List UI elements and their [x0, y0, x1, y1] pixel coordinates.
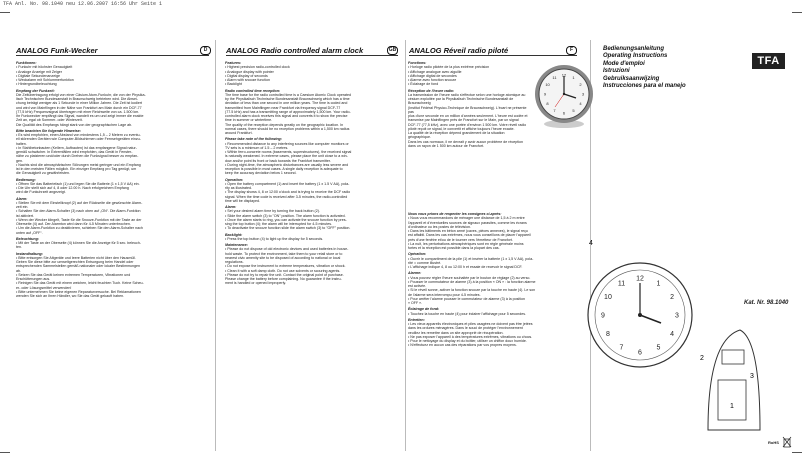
recycle-bin-icon [782, 436, 792, 448]
clock-numeral: 8 [546, 100, 549, 106]
text-line: halten. [16, 141, 27, 146]
text-line: Fonctions: [408, 61, 427, 65]
text-line: Bitte beachten Sie folgende Hinweise: [16, 128, 81, 133]
text-line: • Alarm with snooze function [225, 78, 271, 82]
crop-mark [792, 452, 802, 453]
text-line: wenden Sie sich an Ihren Händler, wo Sie das Gerät gekauft haben. [16, 294, 125, 298]
text-line: La transmission de l'heure radio s'effectue selon une horloge atomique au [408, 92, 526, 97]
text-line: gemäß schwächer. In Extremfällen wird empfohlen, das Gerät in Fenster- [16, 150, 133, 154]
title-english: ANALOG Radio controlled alarm clock [226, 46, 364, 55]
text-line: transmitted from Mainflingen near Frankfurt via frequency signal DCF-77 [225, 105, 341, 110]
clock-back-diagram [700, 320, 762, 440]
text-line: Entretien: [408, 317, 425, 322]
text-line: er- oder Lösungsmittel verwenden! [16, 285, 72, 290]
text-line: • L'affichage indique 4, 8 ou 12:00 h et essaie de recevoir le signal DCF. [408, 265, 523, 269]
clock-numeral: 3 [581, 91, 585, 97]
language-item: Operating Instructions [603, 53, 668, 60]
text-line: • Recommended distance to any interfering sources like computer monitors or [225, 141, 349, 146]
text-line: unten auf „OFF“. [16, 230, 43, 235]
text-line: • During night-time, the atmospheric disturbances are usually less severe and [225, 162, 349, 167]
clock-numeral: 7 [619, 344, 624, 352]
lang-badge-fr: F [566, 46, 577, 55]
text-line: • Mit der Taste an der Oberseite (4) können Sie die Anzeige für 5 sec. beleuch- [16, 241, 142, 245]
text-line: • Öffnen Sie das Batteriefach (1) und legen Sie die Batterie (1 x 1,5 V AA) ein. [16, 181, 140, 186]
text-line: • The display shows 4, 8 or 12:00 o'clock and is trying to receive the DCF radio [225, 190, 351, 195]
text-line: Funktionen: [16, 61, 37, 65]
language-item: Mode d'emploi [603, 60, 645, 67]
text-line: • La nuit, les perturbations atmosphériques sont en règle générale moins [408, 241, 524, 246]
clock-numeral: 12 [636, 275, 644, 283]
text-line: ist aktiviert. [16, 213, 34, 218]
text-line: ell störenden Geräten wie Computer-Bildschirmen oder Fernsehgeräten einzu- [16, 137, 141, 142]
title-rule [16, 55, 209, 56]
text-line: is naturally weakened. In extreme cases, please place the unit close to a win- [225, 154, 348, 159]
language-item: Gebruiksaanwijzing [603, 75, 660, 82]
text-line: Oberseite (4) auf. Der Alarmton wird dann für 4-5 Minuten unterbrochen. [16, 222, 131, 226]
text-line: reception is possible in most cases. A single daily reception is adequate to [225, 167, 343, 171]
text-line: Radio controlled time reception: [225, 88, 281, 93]
lang-badge-gb: GB [388, 47, 397, 53]
text-line: by the Physikalisch Technische Bundesanstalt Braunschweig which has a time [225, 97, 350, 101]
text-line: • Within ferro-concrete rooms (basements, superstructures), the received signal [225, 150, 352, 154]
text-line: est affaibli. Dans les cas extrêmes, nous vous conseillons de placer l'appareil [408, 233, 531, 238]
text-line: • Slide the alarm switch (3) to "ON" position. The alarm function is activated. [225, 213, 346, 218]
text-line: • Digital display of seconds [225, 73, 268, 78]
text-line: normal cases, there should be no reception problems within a 1,500 km radius [225, 126, 350, 131]
text-line: gen. [16, 158, 23, 163]
text-line: dans les ordures ménagères. Dans le souci de protéger l'environnement [408, 326, 523, 331]
text-line: dans un rayon de 1 500 km autour de Francfort. [408, 143, 485, 148]
text-line: • Ouvrir le compartiment de la pile (1) et insérer la batterie (1 x 1,5 V AA), pola- [408, 256, 534, 261]
text-line: lisch Technischen Bundesanstalt in Braunschweig betrieben wird. Die Abwei- [16, 97, 138, 101]
text-line: • In Stahlbetonbauten (Kellern, Aufbauten) ist das empfangene Signal natur- [16, 145, 137, 150]
text-line: piloté reçoit ce signal, le convertit et affiche toujours l'heure exacte. [408, 126, 515, 131]
text-line: • Schalten Sie den Alarm-Schalter (3) nach oben auf „ON“. Die Alarm-Funktion [16, 209, 141, 214]
text-line: entsprechenden Sammelstellen gemäß nationaler oder lokaler Bestimmungen [16, 264, 141, 269]
text-line: The time base for the radio controlled time is a Caesium Atomic Clock operated [225, 92, 352, 97]
text-line: Opération: [408, 252, 427, 257]
text-line: • Highest precision radio-controlled clock [225, 65, 290, 70]
clock-numeral: 5 [656, 344, 661, 352]
text-line: • Clean it with a soft damp cloth. Do not use solvents or scouring agents. [225, 268, 341, 273]
text-line: • Stellen Sie mit dem Einstellknopf (2) auf der Rückseite die gewünschte Alarm- [16, 200, 143, 205]
clock-numeral: 12 [561, 72, 567, 78]
text-line: « OFF ». [408, 301, 423, 305]
text-line: • Si le réveil sonne, activer la fonction snooze par la touche en haute (4). Le son [408, 288, 536, 293]
text-line: ab. [16, 268, 21, 273]
clock-numeral: 6 [638, 349, 642, 357]
language-list [603, 46, 686, 90]
text-line: Alarm: [225, 205, 237, 209]
text-line: regulations. [225, 260, 244, 264]
clock-numeral: 5 [572, 107, 575, 113]
text-line: • Pousser le commutateur de alarme (3) à la position « ON » : la fonction alarme [408, 279, 536, 284]
clock-numeral: 10 [604, 293, 612, 301]
text-line: Die Zeitübertragung erfolgt von einer Cäsium Atom-Funkuhr, die von der Physika- [16, 92, 146, 97]
text-line: • Set your desired alarm time by turning the back button (2). [225, 209, 320, 214]
text-line: • Analogue display with pointer [225, 69, 274, 74]
text-line: La qualité de la réception dépend grandement de la situation géographique. [408, 131, 505, 140]
text-line: Alarme: [408, 271, 422, 276]
clock-numeral: 6 [562, 110, 566, 116]
text-line: Bedienung: [16, 177, 36, 182]
text-line: • Please do not dispose of old electronic devices and used batteries in house- [225, 247, 349, 252]
text-line: Zeit an, egal ob Sommer- oder Winterzeit. [16, 118, 83, 123]
clock-numeral: 1 [572, 74, 575, 80]
text-line: • Do not expose the instrument to extreme temperatures, vibration or shock. [225, 264, 346, 269]
text-line: nearest civic amenity site to be disposed of according to national or local [225, 255, 341, 260]
text-line: Réception de l'heure radio: [408, 88, 455, 93]
text-line: • Setzen Sie das Gerät keinen extremen Temperaturen, Vibrationen und [16, 272, 131, 277]
crop-mark [0, 12, 10, 13]
text-line: Alarm: [16, 196, 28, 201]
language-item: Instrucciones para el manejo [603, 83, 686, 90]
clock-numeral: 4 [579, 100, 582, 106]
text-line: • Once the alarm starts to ring, you can activate the snooze function by pres- [225, 217, 347, 222]
text-line: l'appareil et d'éventuelles sources de signaux parasites, comme les écrans [408, 220, 527, 225]
title-german: ANALOG Funk-Wecker [16, 46, 98, 55]
text-line: hold waste. To protect the environment, take them to your retail store or to [225, 251, 343, 256]
text-line: Please take note of the following: [225, 137, 282, 142]
text-line: Nous vous prions de respecter les consignes ci-après: [408, 212, 502, 216]
tfa-logo: TFA [752, 53, 785, 69]
text-line: Beleuchtung: [16, 236, 39, 241]
clock-numeral: 9 [543, 91, 547, 97]
text-line: • Hintergrundbeleuchtung [16, 82, 57, 87]
text-line: • Weckalarm mit Schlummerfunktion [16, 78, 74, 82]
text-line: ten. [16, 245, 22, 250]
text-line: • Ne pas exposer l'appareil à des températures extrêmes, vibrations ou chocs. [408, 334, 533, 339]
text-line: • Backlight [225, 82, 242, 87]
text-line: zeit ein. [16, 205, 29, 209]
file-header: TFA Anl. No. 98.1040 neu 12.06.2007 16:56 Uhr Seite 1 [3, 1, 163, 7]
title-french: ANALOG Réveil radio piloté [409, 46, 509, 55]
text-line: • Dans les bâtiments en béton armé (caves, pièces annexes), le signal reçu [408, 229, 528, 233]
text-line: • Pour le nettoyage du display et du boîtier, utiliser un chiffon doux humide. [408, 339, 527, 343]
text-line: • Bitte unternehmen Sie keine eigenen Reparaturversuche. Bei Reklamationen [16, 289, 141, 294]
clock-numeral: 1 [656, 280, 661, 288]
text-line: • Nous vous recommandons de ménager une distance de 1,5 à 2 m entre [408, 216, 525, 221]
text-line: (77,5 kHz) Frequenzsignal übertragen mit einer Reichweite von ca. 1.500 km. [16, 109, 140, 114]
text-line: keep the accuracy deviation below 1 second. [225, 171, 297, 176]
language-item: Istruzioni [603, 68, 630, 75]
text-line: • Um die Alarm-Funktion zu deaktivieren, schieben Sie den Alarm-Schalter nach [16, 226, 143, 231]
clock-diagram [585, 215, 695, 415]
text-line: Maintenance: [225, 243, 248, 247]
text-line: • Press the top button (4) to light up the display for 5 seconds. [225, 236, 324, 241]
text-line: dow and/or point its front or back towards the Frankfurt transmitter. [225, 158, 331, 163]
text-line: TV sets is a minimum of 1.5 – 2 metres. [225, 145, 289, 150]
clock-numeral: 8 [606, 330, 610, 338]
text-line: est activée. [408, 284, 427, 288]
language-item: Bedienungsanleitung [603, 46, 665, 52]
text-line: • Vous pouvez régler l'heure souhaitée par le bouton de réglage (2) au verso. [408, 275, 531, 280]
text-line: • N'effectuez en aucun cas des réparations par vos propres moyens. [408, 343, 517, 348]
text-line: time in summer or wintertime. [225, 118, 273, 123]
diagram-label: 3 [750, 373, 754, 380]
text-line: Please change the battery before complaining. No guarantee if the instru- [225, 277, 342, 281]
text-line: • Affichage analogue avec aiguille [408, 69, 462, 74]
english-body [225, 59, 410, 469]
text-line: • Open the battery compartment (1) and insert the battery (1 x 1.5 V AA), pola- [225, 181, 350, 186]
lang-badge-de: D [200, 46, 211, 55]
diagram-label: 4 [589, 240, 593, 247]
text-line: • Wenn der Wecker klingelt, Taste für die Snooze-Funktion mit der Taste an der [16, 217, 142, 222]
text-line: plus d'une seconde en un million d'années seulement. L'heure est codée et [408, 114, 528, 118]
text-line: d'ordinateur ou les postes de télévision. [408, 224, 472, 229]
clock-numeral: 7 [553, 107, 556, 113]
german-body [16, 59, 200, 469]
text-line: • Pour arrêter l'alarme pousser le commutateur de alarme (3) à la position [408, 296, 525, 301]
text-line: fortes et la réception est possible dans la plupart des cas. [408, 246, 500, 250]
text-line: Éclairage de fond: [408, 307, 440, 312]
text-line: • Reinigen Sie das Gerät mit einem weichen, leicht feuchten Tuch. Keine Scheu- [16, 281, 144, 286]
text-line: Backlight: [225, 232, 243, 237]
catalog-number: Kat. Nr. 98.1040 [744, 300, 789, 306]
text-line: Operation: [225, 177, 244, 182]
text-line: Ihr Funkwecker empfängt das Signal, wandelt es um und zeigt immer die exakte [16, 114, 144, 118]
text-line: Erschütterungen aus. [16, 277, 51, 281]
rohs-label: RoHS [768, 440, 779, 445]
text-line: (77.5 kHz) and has a transmitting range of approximately 1,500 km. Your radio- [225, 109, 351, 114]
diagram-label: 2 [700, 355, 704, 362]
french-body-top [408, 59, 528, 209]
text-line: • To deactivate the snooze function slide the alarm switch (3) to "OFF" position. [225, 226, 351, 231]
text-line: • Alarme avec fonction snooze [408, 78, 457, 82]
text-line: signal. When the time code is received after 3-5 minutes, the radio-controlled [225, 194, 348, 199]
text-line: Geben Sie diese bitte zur umweltgerechten Entsorgung beim Handel oder [16, 260, 134, 264]
text-line: ist in den meisten Fällen möglich. Ein einziger Empfang pro Tag genügt, um [16, 167, 137, 171]
text-line: Die Qualität des Empfangs hängt stark von der geographischen Lage ab. [16, 122, 133, 127]
text-line: controlled alarm clock receives this signal and converts it to show the precise [225, 114, 348, 118]
clock-numeral: 2 [579, 81, 582, 87]
clock-numeral: 9 [601, 312, 605, 320]
text-line: • Éclairage de fond [408, 82, 439, 87]
text-line: césium exploitée par la Physikalisch Technische Bundesanstalt de Braunschweig [408, 97, 514, 106]
text-line: (Institut Fédéral Physico-Technique de Braunschweig). L'écart ne présente pas [408, 105, 527, 114]
text-line: • Les vieux appareils électroniques et piles usagées ne doivent pas être jetées [408, 322, 533, 326]
text-line: • Funkuhr mit höchster Genauigkeit [16, 65, 73, 70]
title-rule [226, 55, 398, 56]
text-line: Dans les cas normaux, il ne devrait y avoir aucun problème de réception [408, 139, 524, 144]
clock-numeral: 11 [552, 74, 557, 80]
diagram-label: 1 [730, 403, 734, 410]
text-line: ment is handled or opened improperly. [225, 281, 287, 286]
text-line: Instandhaltung: [16, 251, 43, 256]
text-line: chung beträgt weniger als 1 Sekunde in einer Million Jahren. Die Zeit ist kodiert [16, 101, 143, 106]
clock-illustration [533, 60, 595, 130]
clock-numeral: 10 [545, 81, 550, 87]
clock-numeral: 3 [675, 312, 679, 320]
text-line: veuillez les remettre dans un site approprié de récupération. [408, 330, 504, 335]
text-line: • Nachts sind die atmosphärischen Störungen meist geringer und ein Empfang [16, 162, 141, 167]
text-line: time will be displayed. [225, 198, 260, 203]
text-line: wird die Funkuhrzeit angezeigt. [16, 190, 66, 195]
text-line: • Digitale Sekundenanzeige [16, 73, 61, 78]
text-line: deviation of less than one second in one million years. The time is coded and [225, 101, 348, 106]
text-line: transmise par Mainflingen près de Francfort sur le Main, par un signal [408, 118, 519, 123]
text-line: DCF-77 (77,5 kHz), avec une portée d'environ 1 500 km. Votre réveil radio [408, 122, 527, 127]
text-line: • Bitte entsorgen Sie Altgeräte und leere Batterien nicht über den Hausmüll. [16, 255, 136, 260]
text-line: • Die Uhr stellt sich auf 4, 8 oder 12.00 h. Nach erfolgreichem Empfang [16, 186, 129, 190]
text-line: Empfang der Funkzeit: [16, 88, 55, 93]
text-line: • Touchez la touche en haute (4) pour éclairer l'affichage pour 5 secondes. [408, 311, 527, 316]
text-line: Features: [225, 61, 242, 65]
text-line: und wird von Mainflingen in der Nähe von Frankfurt am Main durch ein DCF-77 [16, 105, 142, 110]
title-rule [409, 55, 577, 56]
text-line: around Frankfurt. [225, 131, 253, 135]
text-line: sing the top button (4); the alarm will be interrupted for 4-5 minutes. [225, 222, 333, 226]
text-line: die Genauigkeit zu gewährleisten. [16, 171, 70, 176]
text-line: The quality of the reception depends greatly on the geographic location. In [225, 122, 344, 127]
text-line: • Analoge Anzeige mit Zeiger [16, 69, 63, 74]
clock-numeral: 2 [670, 293, 674, 301]
clock-numeral: 4 [670, 330, 674, 338]
text-line: • Horloge radio pilotée de la plus extrême précision [408, 65, 490, 70]
fold-line [215, 40, 216, 451]
text-line: • Affichage digital de secondes [408, 73, 457, 78]
text-line: • Please do not try to repair the unit. Contact the original point of purchase. [225, 272, 344, 277]
crop-mark [0, 452, 10, 453]
text-line: près d'une fenêtre et/ou de le tourner vers l'émetteur de Francfort. [408, 237, 513, 242]
french-body-bottom [408, 210, 583, 455]
crop-mark [792, 12, 802, 13]
text-line: rité = comme illustré. [408, 260, 442, 265]
text-line: de l'alarme sera interrompu pour 4-5 minutes. [408, 292, 481, 297]
text-line: rity as illustrated. [225, 186, 252, 190]
text-line: • Es wird empfohlen, einen Abstand von mindestens 1,5 – 2 Metern zu eventu- [16, 133, 141, 137]
text-line: nähe zu platzieren und/oder durch Drehen die Funksignal besser zu empfan- [16, 154, 139, 159]
clock-numeral: 11 [617, 280, 626, 288]
